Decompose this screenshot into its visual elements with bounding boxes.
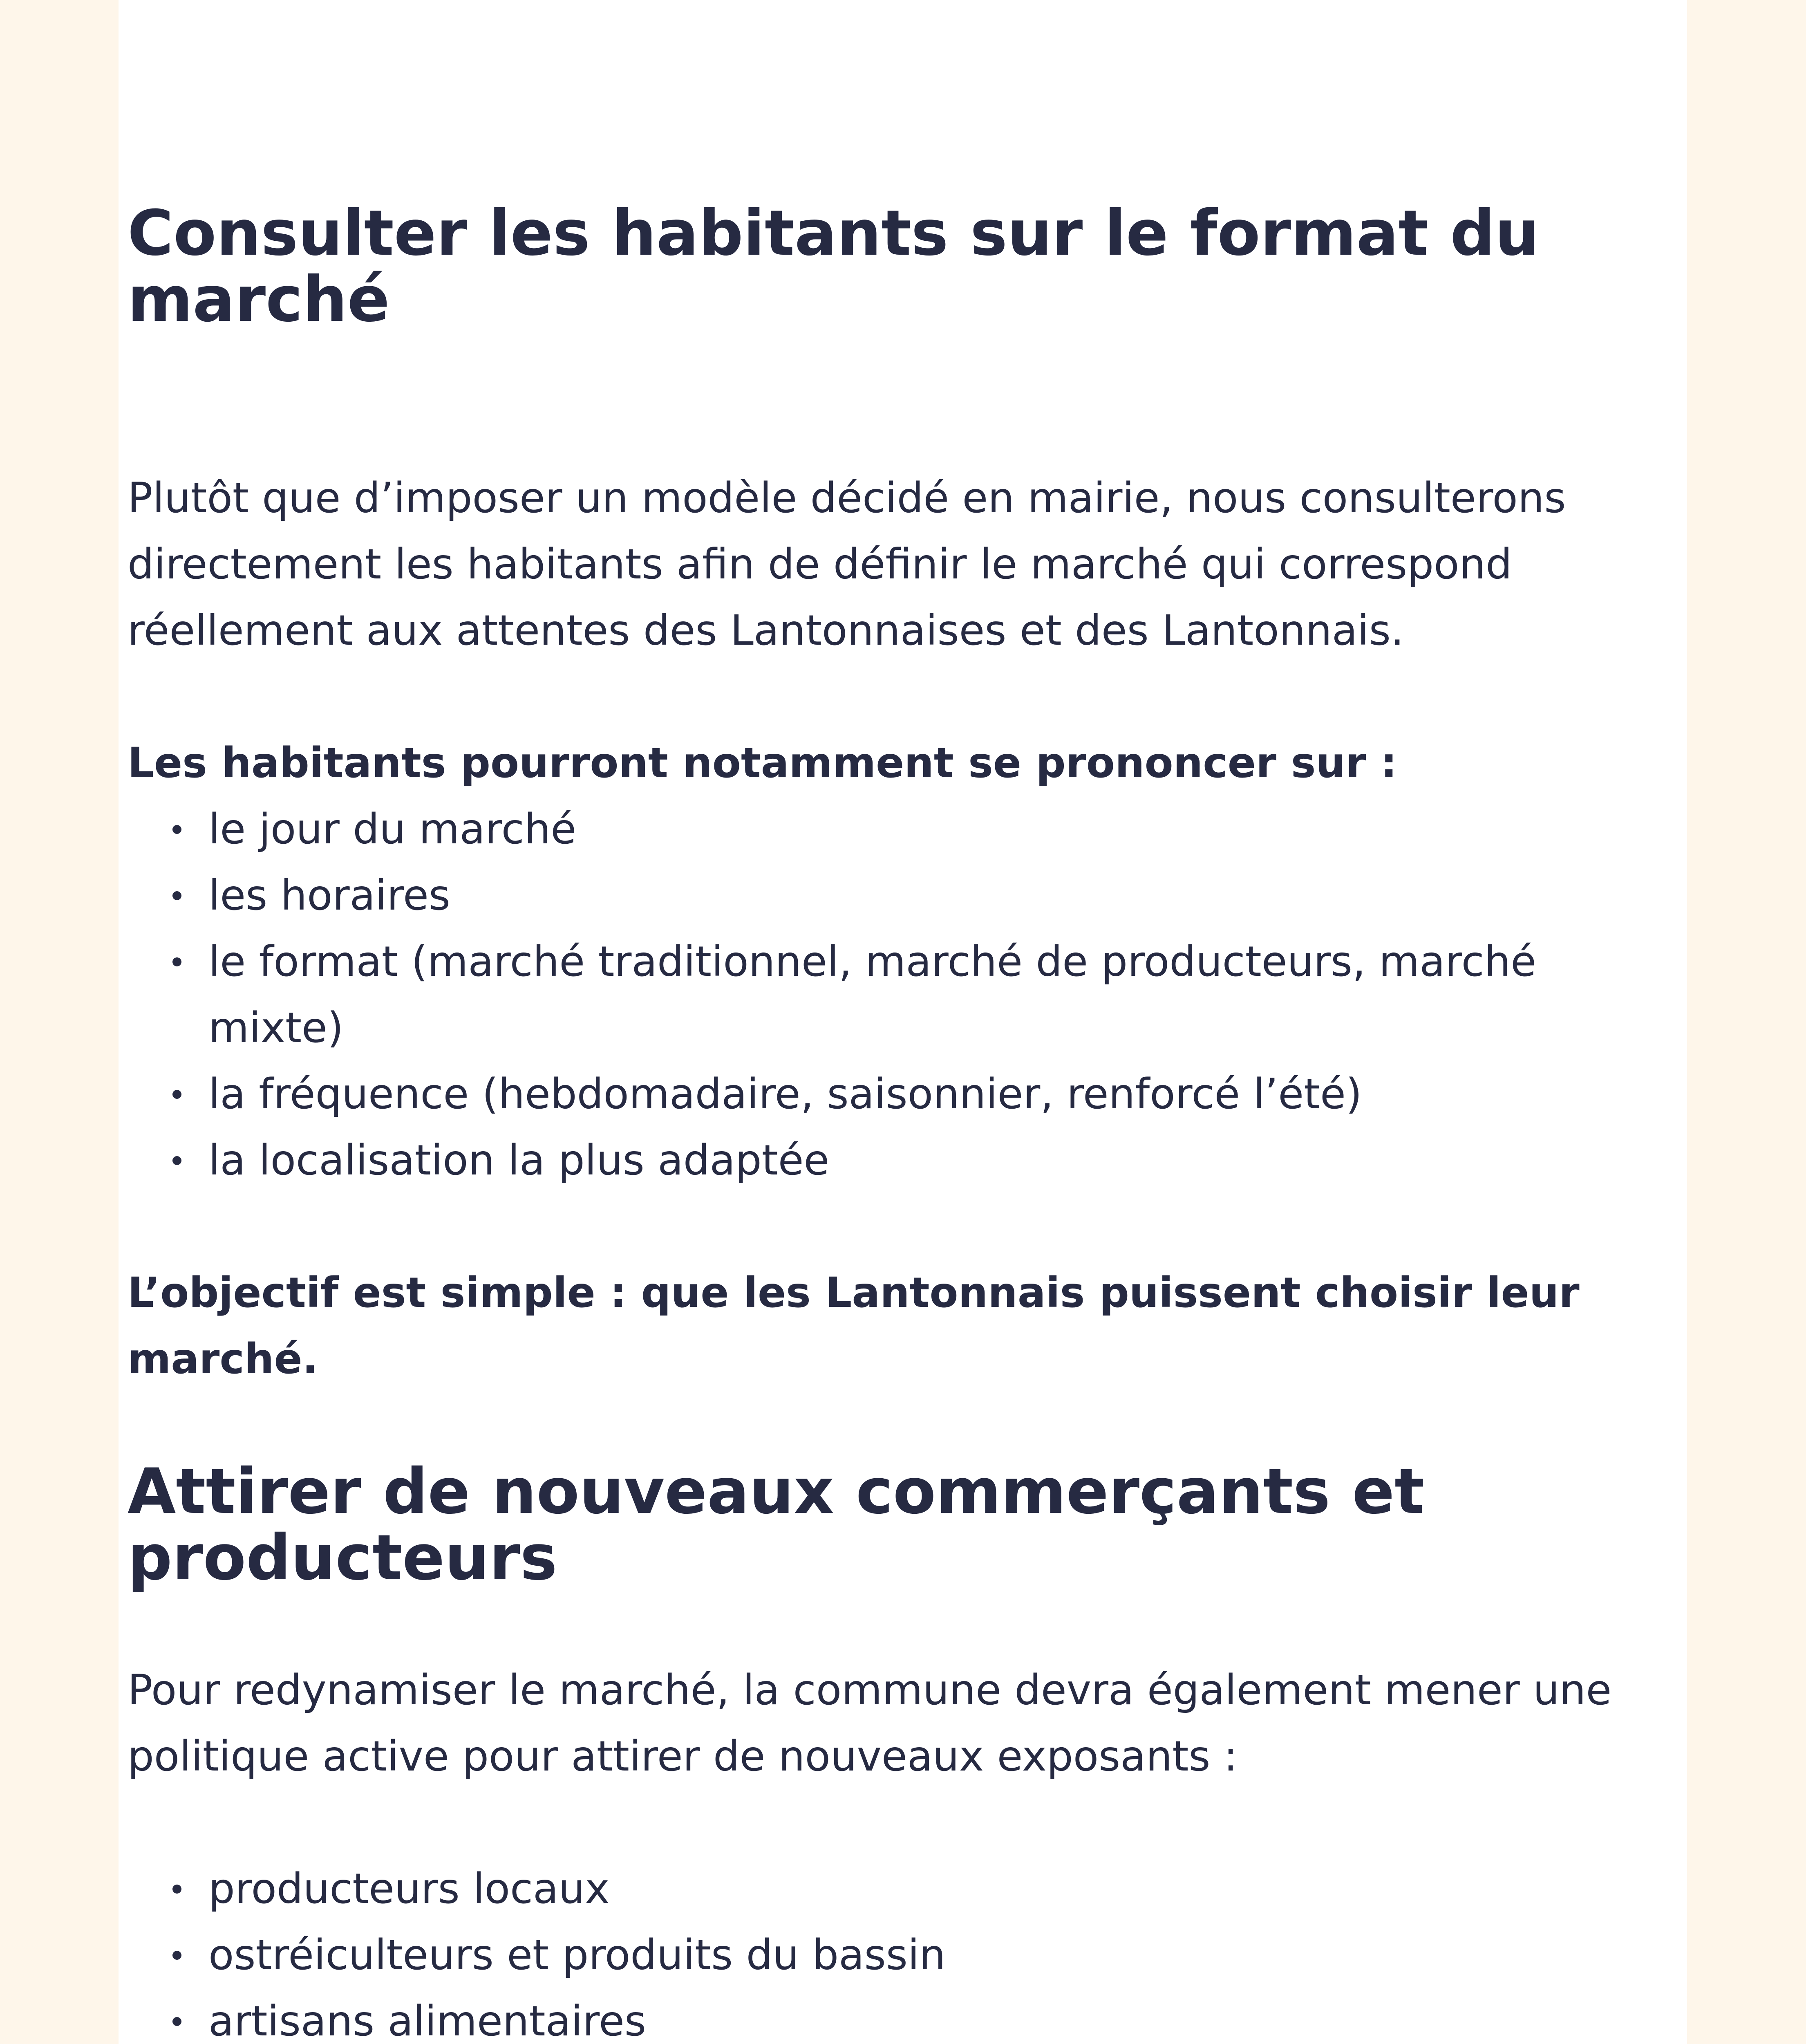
list-item: la localisation la plus adaptée bbox=[208, 1127, 1664, 1194]
list-item: ostréiculteurs et produits du bassin bbox=[208, 1922, 1664, 1988]
section-title-attirer: Attirer de nouveaux commerçants et producteurs bbox=[128, 1455, 1425, 1594]
exposants-list bbox=[128, 1856, 1664, 2044]
list-item: le jour du marché bbox=[208, 796, 1664, 863]
objective-statement: L’objectif est simple : que les Lantonnais puissent choisir leur marché. bbox=[128, 1269, 1580, 1383]
section-intro-attirer: Pour redynamiser le marché, la commune devra également mener une politique active pour attirer de nouveaux exposants : bbox=[128, 1666, 1612, 1781]
habitants-options-list bbox=[128, 796, 1664, 1194]
list-heading-habitants: Les habitants pourront notamment se prononcer sur : bbox=[128, 739, 1397, 787]
document-page bbox=[119, 0, 1687, 2044]
list-item: le format (marché traditionnel, marché de producteurs, marché mixte) bbox=[208, 929, 1664, 1061]
section-intro-consulter: Plutôt que d’imposer un modèle décidé en mairie, nous consulterons directement les habitants afin de définir le marché qui correspond réellement aux attentes des Lantonnaises et des Lantonnais. bbox=[128, 474, 1566, 655]
list-item: producteurs locaux bbox=[208, 1856, 1664, 1922]
section-title-consulter: Consulter les habitants sur le format du marché bbox=[128, 197, 1540, 336]
document-content bbox=[128, 197, 1664, 2044]
list-item: artisans alimentaires bbox=[208, 1988, 1664, 2044]
list-item: les horaires bbox=[208, 863, 1664, 929]
list-item: la fréquence (hebdomadaire, saisonnier, renforcé l’été) bbox=[208, 1061, 1664, 1127]
